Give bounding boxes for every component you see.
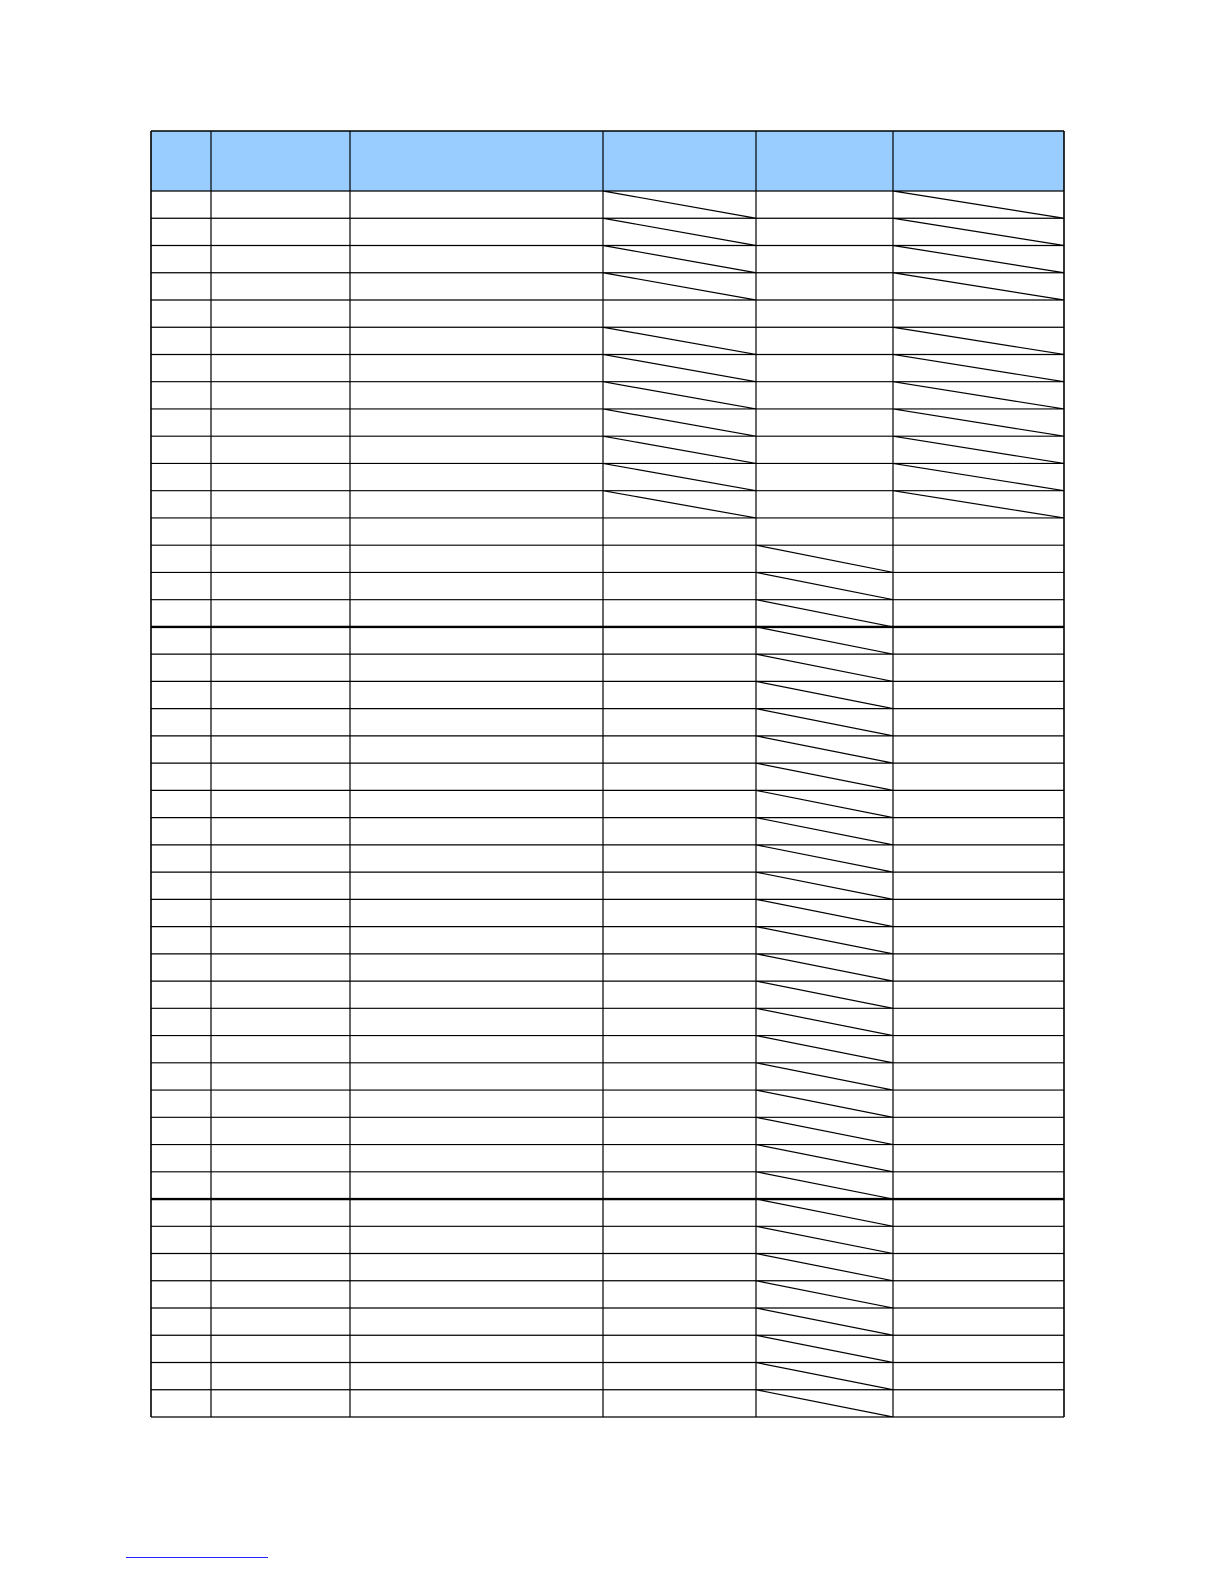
struck-cell-diagonal xyxy=(893,491,1064,518)
struck-cell-diagonal xyxy=(756,627,893,654)
struck-cell-diagonal xyxy=(756,1226,893,1253)
struck-cell-diagonal xyxy=(756,1145,893,1172)
struck-cell-diagonal xyxy=(756,872,893,899)
struck-cell-diagonal xyxy=(756,600,893,627)
struck-cell-diagonal xyxy=(756,1281,893,1308)
struck-cell-diagonal xyxy=(756,681,893,708)
struck-cell-diagonal xyxy=(603,191,756,218)
struck-cell-diagonal xyxy=(893,327,1064,354)
footer-rule xyxy=(126,1557,268,1558)
struck-cell-diagonal xyxy=(756,954,893,981)
struck-cell-diagonal xyxy=(603,273,756,300)
struck-cell-diagonal xyxy=(893,273,1064,300)
struck-cell-diagonal xyxy=(756,709,893,736)
struck-cell-diagonal xyxy=(893,354,1064,381)
struck-cell-diagonal xyxy=(893,218,1064,245)
struck-cell-diagonal xyxy=(603,245,756,272)
struck-cell-diagonal xyxy=(603,436,756,463)
struck-cell-diagonal xyxy=(756,1117,893,1144)
struck-cell-diagonal xyxy=(603,218,756,245)
struck-cell-diagonal xyxy=(756,899,893,926)
struck-cell-diagonal xyxy=(756,763,893,790)
struck-cell-diagonal xyxy=(603,491,756,518)
struck-cell-diagonal xyxy=(603,354,756,381)
struck-cell-diagonal xyxy=(893,245,1064,272)
struck-cell-diagonal xyxy=(756,545,893,572)
struck-cell-diagonal xyxy=(756,927,893,954)
struck-cell-diagonal xyxy=(756,818,893,845)
struck-cell-diagonal xyxy=(756,1335,893,1362)
struck-cell-diagonal xyxy=(756,736,893,763)
struck-cell-diagonal xyxy=(756,981,893,1008)
struck-cell-diagonal xyxy=(893,463,1064,490)
header-band xyxy=(151,131,1064,191)
struck-cell-diagonal xyxy=(756,1090,893,1117)
struck-cell-diagonal xyxy=(756,1363,893,1390)
struck-cell-diagonal xyxy=(756,1172,893,1199)
struck-cell-diagonal xyxy=(603,327,756,354)
struck-cell-diagonal xyxy=(756,1308,893,1335)
struck-cell-diagonal xyxy=(893,436,1064,463)
struck-cell-diagonal xyxy=(756,1254,893,1281)
struck-cell-diagonal xyxy=(603,382,756,409)
struck-cell-diagonal xyxy=(756,790,893,817)
struck-cell-diagonal xyxy=(756,1199,893,1226)
struck-cell-diagonal xyxy=(756,1036,893,1063)
struck-cell-diagonal xyxy=(603,463,756,490)
struck-cell-diagonal xyxy=(756,572,893,599)
struck-cell-diagonal xyxy=(756,1390,893,1417)
struck-cell-diagonal xyxy=(756,654,893,681)
struck-cell-diagonal xyxy=(893,409,1064,436)
struck-cell-diagonal xyxy=(893,191,1064,218)
struck-cell-diagonal xyxy=(603,409,756,436)
struck-cell-diagonal xyxy=(756,1063,893,1090)
struck-cell-diagonal xyxy=(756,1008,893,1035)
struck-cell-diagonal xyxy=(893,382,1064,409)
struck-cell-diagonal xyxy=(756,845,893,872)
